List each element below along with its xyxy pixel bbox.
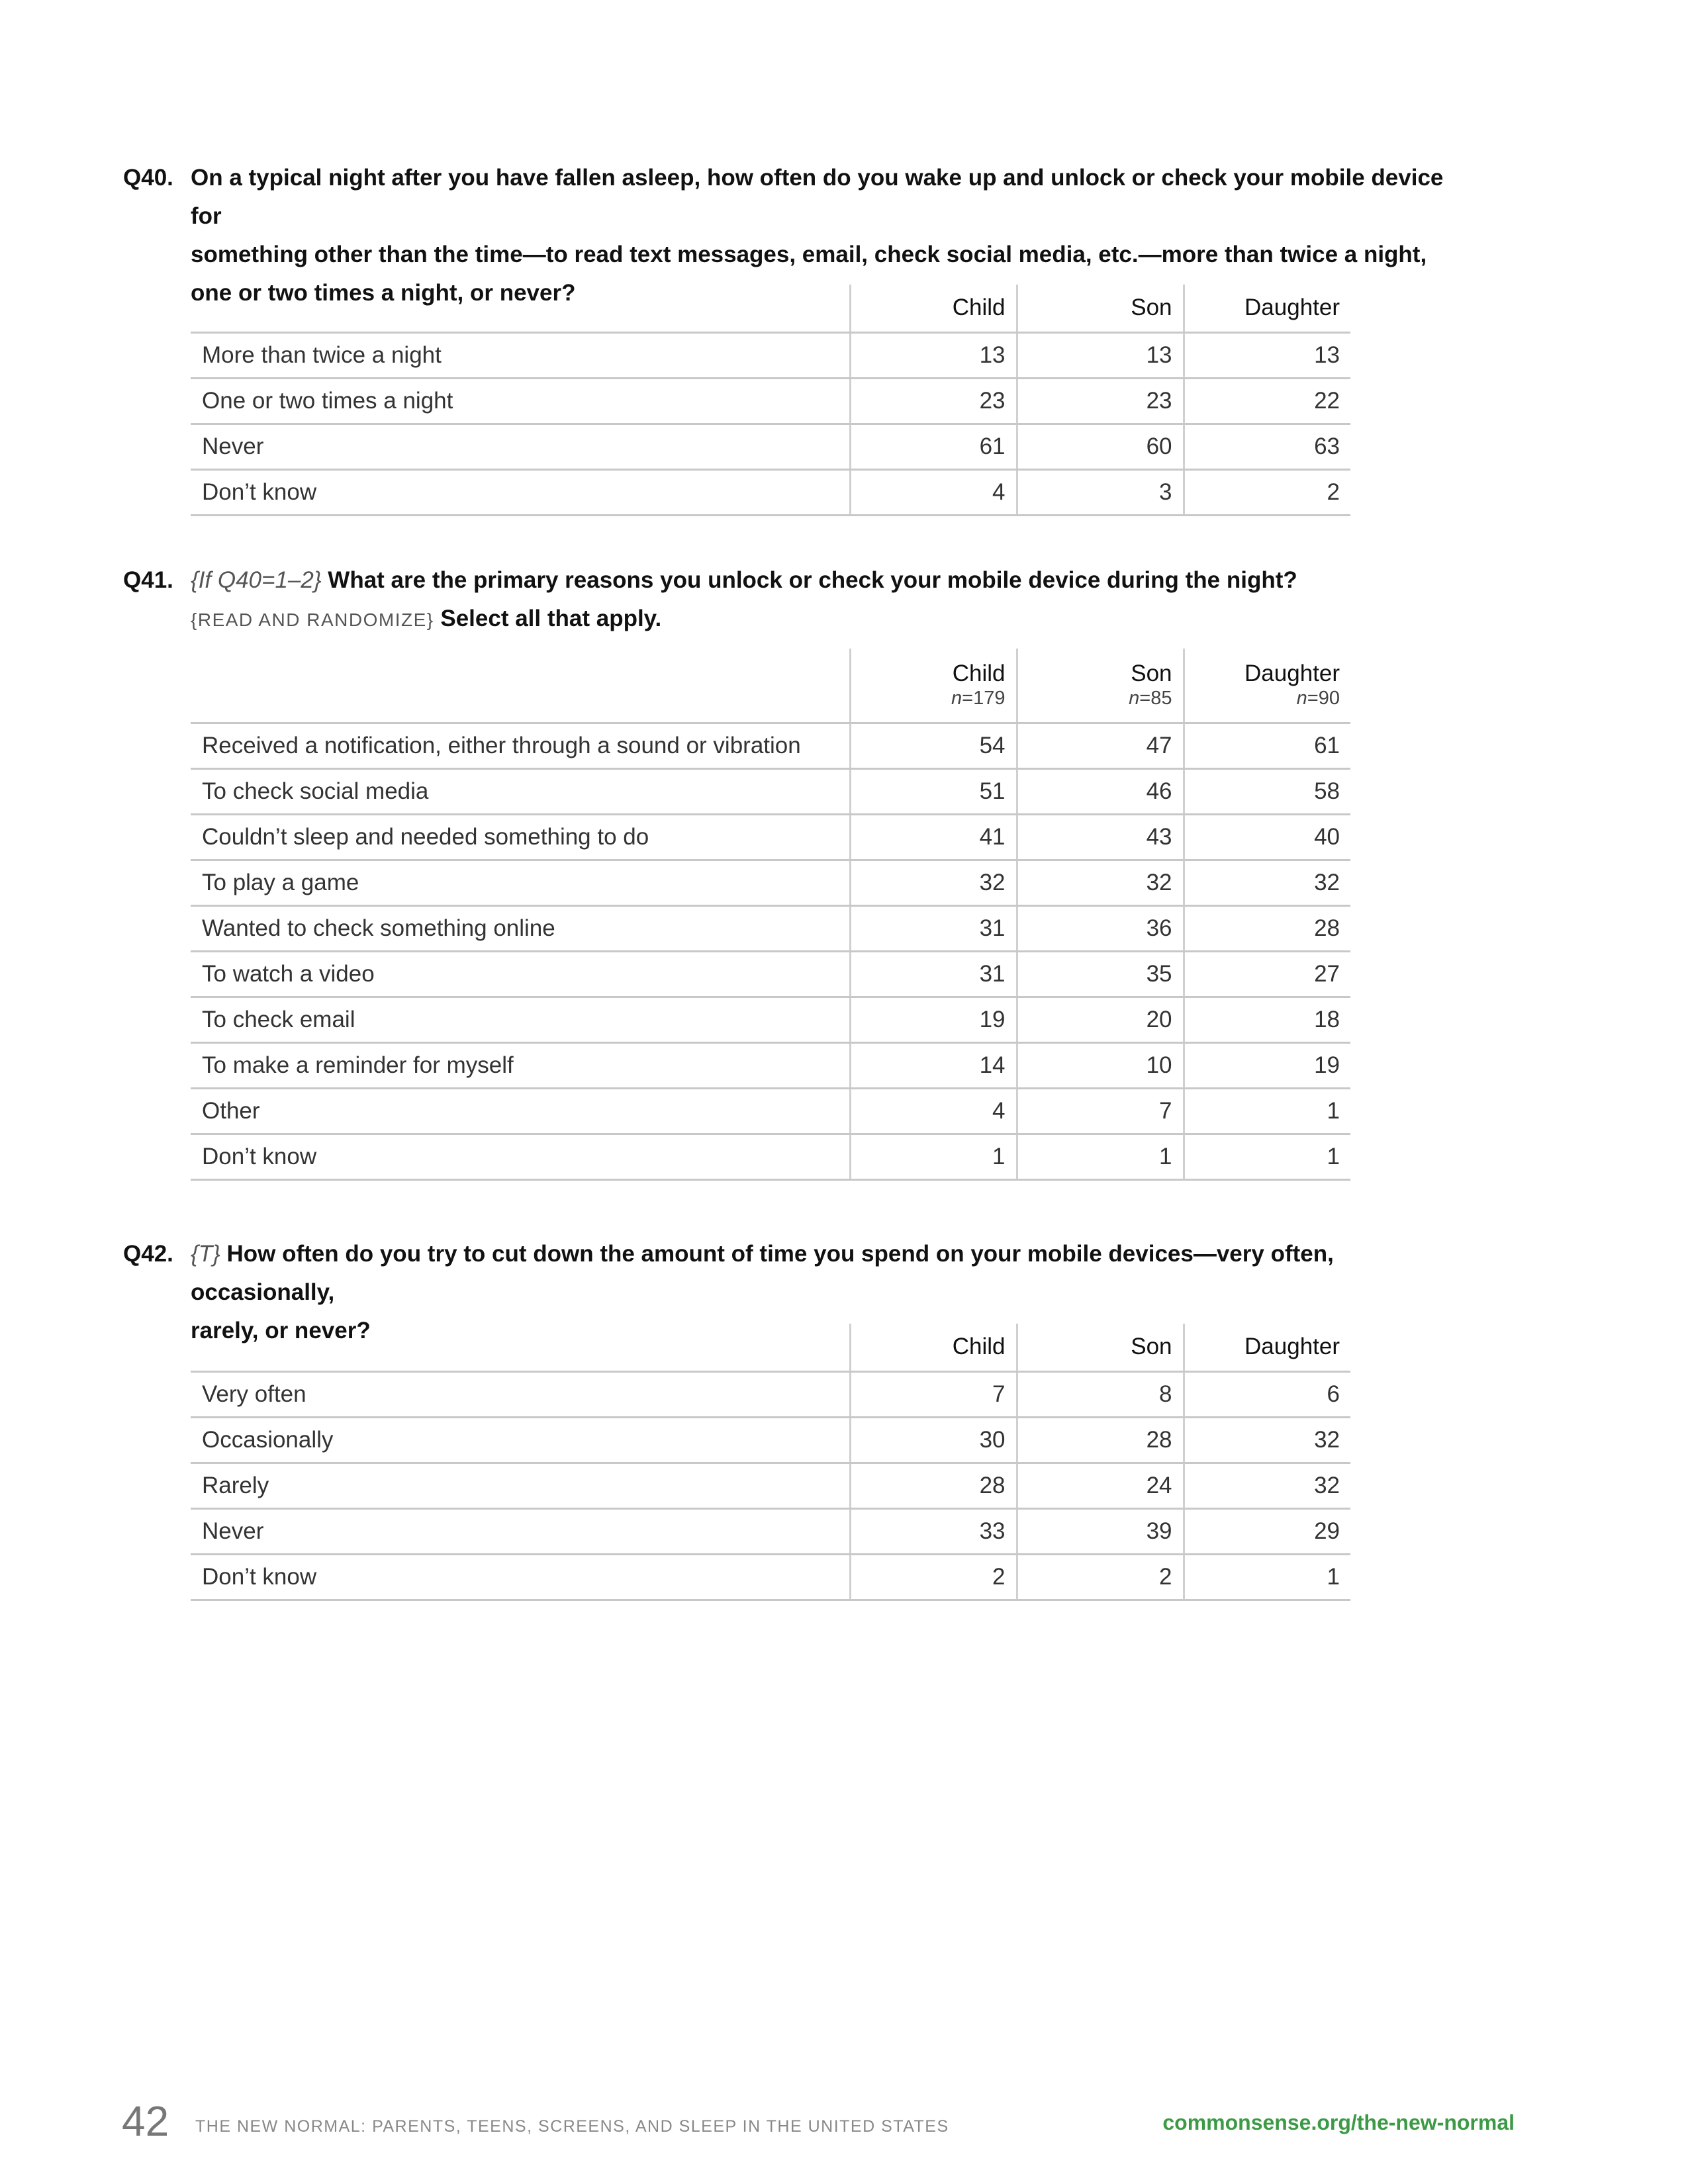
table-row xyxy=(191,814,1350,860)
header-blank xyxy=(191,1324,850,1371)
table-header-row xyxy=(191,649,1350,723)
cell-son: 47 xyxy=(1017,723,1184,768)
table-row xyxy=(191,1088,1350,1134)
header-son: Son xyxy=(1017,1324,1184,1371)
cell-daughter: 18 xyxy=(1184,997,1350,1042)
cell-child: 32 xyxy=(850,860,1017,905)
cell-child: 7 xyxy=(850,1371,1017,1417)
cell-son: 2 xyxy=(1017,1554,1184,1600)
cell-daughter: 6 xyxy=(1184,1371,1350,1417)
table-row xyxy=(191,1417,1350,1463)
n-symbol: n xyxy=(951,688,962,709)
table-row xyxy=(191,1463,1350,1508)
table-row xyxy=(191,860,1350,905)
header-child: Child xyxy=(850,285,1017,332)
header-son: Son xyxy=(1017,285,1184,332)
row-label: Very often xyxy=(191,1371,850,1417)
instruction-note: {READ AND RANDOMIZE} xyxy=(191,610,434,630)
row-label: Never xyxy=(191,424,850,469)
table-row xyxy=(191,378,1350,424)
row-label: Don’t know xyxy=(191,1134,850,1179)
cell-child: 4 xyxy=(850,469,1017,515)
cell-child: 33 xyxy=(850,1508,1017,1554)
question-line: one or two times a night, or never? xyxy=(191,280,576,306)
question-line: On a typical night after you have fallen asleep, how often do you wake up and unlock or check your mobile device for xyxy=(191,165,1444,229)
cell-daughter: 2 xyxy=(1184,469,1350,515)
header-blank xyxy=(191,649,850,723)
cell-son: 24 xyxy=(1017,1463,1184,1508)
cell-daughter: 1 xyxy=(1184,1134,1350,1179)
cell-son: 39 xyxy=(1017,1508,1184,1554)
cell-son: 36 xyxy=(1017,905,1184,951)
question-main: How often do you try to cut down the amount of time you spend on your mobile devices—very often, occasionally, xyxy=(191,1241,1334,1305)
n-value: =85 xyxy=(1139,688,1172,709)
select-all-note: Select all that apply. xyxy=(440,606,662,631)
cell-son: 46 xyxy=(1017,768,1184,814)
question-q41 xyxy=(123,561,1480,639)
n-symbol: n xyxy=(1296,688,1307,709)
page-number: 42 xyxy=(122,2097,169,2145)
question-line: something other than the time—to read text messages, email, check social media, etc.—more than twice a night, xyxy=(191,242,1427,267)
header-daughter xyxy=(1184,649,1350,723)
header-label: Child xyxy=(952,660,1006,687)
table-row xyxy=(191,951,1350,997)
cell-child: 4 xyxy=(850,1088,1017,1134)
table-row xyxy=(191,997,1350,1042)
row-label: Don’t know xyxy=(191,1554,850,1600)
cell-child: 19 xyxy=(850,997,1017,1042)
cell-child: 13 xyxy=(850,332,1017,378)
sample-size xyxy=(1185,687,1340,709)
n-symbol: n xyxy=(1129,688,1140,709)
table-row xyxy=(191,905,1350,951)
table-row xyxy=(191,332,1350,378)
cell-son: 3 xyxy=(1017,469,1184,515)
table-row xyxy=(191,1554,1350,1600)
cell-daughter: 1 xyxy=(1184,1554,1350,1600)
cell-son: 10 xyxy=(1017,1042,1184,1088)
cell-child: 1 xyxy=(850,1134,1017,1179)
table-header-row xyxy=(191,1324,1350,1371)
question-text xyxy=(123,561,1480,639)
cell-son: 32 xyxy=(1017,860,1184,905)
cell-child: 51 xyxy=(850,768,1017,814)
row-label: To make a reminder for myself xyxy=(191,1042,850,1088)
cell-son: 35 xyxy=(1017,951,1184,997)
cell-child: 14 xyxy=(850,1042,1017,1088)
question-line xyxy=(191,600,1480,639)
row-label: More than twice a night xyxy=(191,332,850,378)
question-line: rarely, or never? xyxy=(191,1318,371,1343)
cell-daughter: 22 xyxy=(1184,378,1350,424)
cell-daughter: 58 xyxy=(1184,768,1350,814)
website-link[interactable]: commonsense.org/the-new-normal xyxy=(1162,2111,1515,2134)
table-row xyxy=(191,1134,1350,1179)
row-label: Couldn’t sleep and needed something to do xyxy=(191,814,850,860)
cell-daughter: 1 xyxy=(1184,1088,1350,1134)
report-title: THE NEW NORMAL: PARENTS, TEENS, SCREENS, AND SLEEP IN THE UNITED STATES xyxy=(195,2117,949,2136)
cell-daughter: 32 xyxy=(1184,1463,1350,1508)
row-label: Received a notification, either through a sound or vibration xyxy=(191,723,850,768)
row-label: To play a game xyxy=(191,860,850,905)
table-row xyxy=(191,723,1350,768)
cell-son: 7 xyxy=(1017,1088,1184,1134)
condition-note: {If Q40=1–2} xyxy=(191,567,322,593)
n-value: =90 xyxy=(1307,688,1340,709)
header-daughter: Daughter xyxy=(1184,285,1350,332)
row-label: Don’t know xyxy=(191,469,850,515)
cell-daughter: 29 xyxy=(1184,1508,1350,1554)
question-number: Q42. xyxy=(123,1241,173,1267)
cell-daughter: 27 xyxy=(1184,951,1350,997)
cell-daughter: 61 xyxy=(1184,723,1350,768)
n-value: =179 xyxy=(962,688,1006,709)
row-label: Occasionally xyxy=(191,1417,850,1463)
header-child xyxy=(850,649,1017,723)
row-label: Other xyxy=(191,1088,850,1134)
cell-daughter: 28 xyxy=(1184,905,1350,951)
table-q40 xyxy=(191,285,1350,516)
cell-son: 1 xyxy=(1017,1134,1184,1179)
cell-child: 31 xyxy=(850,951,1017,997)
cell-son: 28 xyxy=(1017,1417,1184,1463)
cell-daughter: 63 xyxy=(1184,424,1350,469)
header-label: Son xyxy=(1131,660,1172,687)
cell-son: 20 xyxy=(1017,997,1184,1042)
cell-son: 8 xyxy=(1017,1371,1184,1417)
cell-daughter: 32 xyxy=(1184,860,1350,905)
cell-child: 41 xyxy=(850,814,1017,860)
header-son xyxy=(1017,649,1184,723)
table-header-row xyxy=(191,285,1350,332)
cell-daughter: 32 xyxy=(1184,1417,1350,1463)
question-number: Q41. xyxy=(123,567,173,593)
header-child: Child xyxy=(850,1324,1017,1371)
row-label: One or two times a night xyxy=(191,378,850,424)
question-line xyxy=(191,561,1480,600)
row-label: To watch a video xyxy=(191,951,850,997)
row-label: To check social media xyxy=(191,768,850,814)
table-row xyxy=(191,1508,1350,1554)
row-label: Wanted to check something online xyxy=(191,905,850,951)
cell-child: 61 xyxy=(850,424,1017,469)
cell-child: 23 xyxy=(850,378,1017,424)
table-q42 xyxy=(191,1324,1350,1601)
condition-note: {T} xyxy=(191,1241,220,1267)
question-main: What are the primary reasons you unlock or check your mobile device during the night? xyxy=(328,567,1297,593)
table-row xyxy=(191,768,1350,814)
cell-child: 54 xyxy=(850,723,1017,768)
question-number: Q40. xyxy=(123,165,173,191)
table-row xyxy=(191,1042,1350,1088)
table-row xyxy=(191,1371,1350,1417)
cell-daughter: 19 xyxy=(1184,1042,1350,1088)
cell-daughter: 13 xyxy=(1184,332,1350,378)
cell-son: 13 xyxy=(1017,332,1184,378)
sample-size xyxy=(1018,687,1172,709)
header-label: Daughter xyxy=(1244,660,1340,687)
table-row xyxy=(191,424,1350,469)
cell-son: 60 xyxy=(1017,424,1184,469)
cell-child: 2 xyxy=(850,1554,1017,1600)
cell-son: 23 xyxy=(1017,378,1184,424)
cell-child: 31 xyxy=(850,905,1017,951)
cell-daughter: 40 xyxy=(1184,814,1350,860)
row-label: Rarely xyxy=(191,1463,850,1508)
row-label: Never xyxy=(191,1508,850,1554)
cell-child: 30 xyxy=(850,1417,1017,1463)
sample-size xyxy=(851,687,1006,709)
table-q41 xyxy=(191,649,1350,1181)
header-daughter: Daughter xyxy=(1184,1324,1350,1371)
table-row xyxy=(191,469,1350,515)
cell-child: 28 xyxy=(850,1463,1017,1508)
row-label: To check email xyxy=(191,997,850,1042)
header-blank xyxy=(191,285,850,332)
question-line xyxy=(191,1235,1480,1312)
cell-son: 43 xyxy=(1017,814,1184,860)
